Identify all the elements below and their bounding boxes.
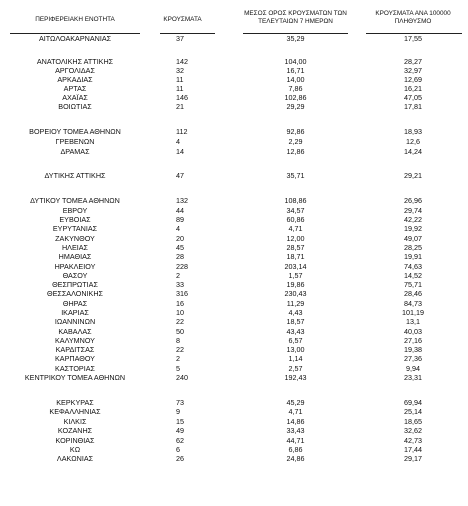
table-row (0, 354, 468, 363)
avg7-cell: 4,43 (288, 308, 303, 317)
cases-cell: 5 (176, 364, 180, 373)
region-cell: ΙΚΑΡΙΑΣ (61, 308, 89, 317)
cases-cell: 20 (176, 234, 184, 243)
header-per100k-line2: ΠΛΗΘΥΣΜΟ (394, 18, 432, 25)
avg7-cell: 12,00 (286, 234, 305, 243)
region-cell: ΘΑΣΟΥ (62, 271, 88, 280)
region-cell: ΕΥΒΟΙΑΣ (59, 215, 91, 224)
per100k-cell: 29,74 (404, 206, 422, 215)
cases-cell: 73 (176, 398, 184, 407)
region-cell: ΗΡΑΚΛΕΙΟΥ (54, 262, 96, 271)
table-row (0, 252, 468, 261)
avg7-cell: 18,71 (286, 252, 305, 261)
cases-cell: 28 (176, 252, 184, 261)
region-cell: ΚΙΛΚΙΣ (63, 417, 87, 426)
table-row (0, 417, 468, 426)
avg7-cell: 14,86 (286, 417, 305, 426)
avg7-cell: 104,00 (284, 57, 307, 66)
cases-cell: 2 (176, 354, 180, 363)
table-header (0, 0, 468, 36)
per100k-cell: 27,36 (404, 354, 422, 363)
per100k-cell: 26,96 (404, 196, 422, 205)
cases-cell: 11 (176, 84, 184, 93)
avg7-cell: 11,29 (286, 299, 305, 308)
per100k-cell: 42,22 (404, 215, 422, 224)
region-cell: ΘΕΣΣΑΛΟΝΙΚΗΣ (47, 289, 103, 298)
avg7-cell: 34,57 (286, 206, 305, 215)
cases-cell: 142 (176, 57, 188, 66)
per100k-cell: 28,46 (404, 289, 422, 298)
region-cell: ΑΡΓΟΛΙΔΑΣ (55, 66, 95, 75)
cases-cell: 62 (176, 436, 184, 445)
avg7-cell: 192,43 (284, 373, 307, 382)
cases-cell: 50 (176, 327, 184, 336)
header-region: ΠΕΡΙΦΕΡΕΙΑΚΗ ΕΝΟΤΗΤΑ (35, 16, 115, 23)
cases-cell: 33 (176, 280, 184, 289)
header-avg7-line1: ΜΕΣΟΣ ΟΡΟΣ ΚΡΟΥΣΜΑΤΩΝ ΤΩΝ (244, 10, 347, 17)
avg7-cell: 1,14 (288, 354, 303, 363)
cases-cell: 14 (176, 147, 184, 156)
cases-cell: 47 (176, 171, 184, 180)
cases-cell: 22 (176, 317, 184, 326)
region-cell: ΗΜΑΘΙΑΣ (58, 252, 92, 261)
cases-cell: 132 (176, 196, 188, 205)
region-cell: ΚΕΡΚΥΡΑΣ (56, 398, 94, 407)
avg7-cell: 18,57 (286, 317, 305, 326)
table-row (0, 224, 468, 233)
per100k-cell: 19,92 (404, 224, 422, 233)
region-cell: ΒΟΙΩΤΙΑΣ (58, 102, 92, 111)
region-cell: ΙΩΑΝΝΙΝΩΝ (54, 317, 96, 326)
region-cell: ΚΟΡΙΝΘΙΑΣ (55, 436, 95, 445)
cases-cell: 4 (176, 137, 180, 146)
cases-cell: 37 (176, 34, 184, 43)
region-cell: ΚΟΖΑΝΗΣ (57, 426, 93, 435)
table-row (0, 137, 468, 146)
table-row (0, 373, 468, 382)
per100k-cell: 14,52 (404, 271, 422, 280)
table-row (0, 289, 468, 298)
avg7-cell: 16,71 (286, 66, 305, 75)
per100k-cell: 47,05 (404, 93, 422, 102)
per100k-cell: 18,65 (404, 417, 422, 426)
table-row (0, 280, 468, 289)
cases-cell: 316 (176, 289, 188, 298)
table-row (0, 364, 468, 373)
cases-cell: 6 (176, 445, 180, 454)
table-row (0, 234, 468, 243)
avg7-cell: 35,29 (286, 34, 305, 43)
avg7-cell: 7,86 (288, 84, 303, 93)
per100k-cell: 40,03 (404, 327, 422, 336)
per100k-cell: 19,91 (404, 252, 422, 261)
table-row (0, 34, 468, 43)
avg7-cell: 2,57 (288, 364, 303, 373)
region-cell: ΚΕΦΑΛΛΗΝΙΑΣ (49, 407, 101, 416)
cases-cell: 15 (176, 417, 184, 426)
avg7-cell: 60,86 (286, 215, 305, 224)
table-row (0, 407, 468, 416)
cases-cell: 11 (176, 75, 184, 84)
table-row (0, 271, 468, 280)
cases-cell: 89 (176, 215, 184, 224)
region-cell: ΖΑΚΥΝΘΟΥ (55, 234, 95, 243)
table-row (0, 436, 468, 445)
table-row (0, 426, 468, 435)
avg7-cell: 4,71 (288, 224, 303, 233)
region-cell: ΕΥΡΥΤΑΝΙΑΣ (52, 224, 98, 233)
cases-cell: 240 (176, 373, 188, 382)
cases-cell: 146 (176, 93, 188, 102)
per100k-cell: 28,25 (404, 243, 422, 252)
table-row (0, 445, 468, 454)
header-cases: ΚΡΟΥΣΜΑΤΑ (163, 16, 202, 23)
per100k-cell: 101,19 (402, 308, 424, 317)
table-row (0, 454, 468, 463)
per100k-cell: 29,21 (404, 171, 422, 180)
region-cell: ΚΩ (69, 445, 81, 454)
avg7-cell: 14,00 (286, 75, 305, 84)
avg7-cell: 33,43 (286, 426, 305, 435)
cases-cell: 228 (176, 262, 188, 271)
table-row (0, 75, 468, 84)
header-avg7-line2: ΤΕΛΕΥΤΑΙΩΝ 7 ΗΜΕΡΩΝ (258, 18, 333, 25)
region-cell: ΓΡΕΒΕΝΩΝ (55, 137, 95, 146)
table-row (0, 308, 468, 317)
avg7-cell: 92,86 (286, 127, 305, 136)
avg7-cell: 6,57 (288, 336, 303, 345)
region-cell: ΕΒΡΟΥ (62, 206, 88, 215)
region-cell: ΔΥΤΙΚΗΣ ΑΤΤΙΚΗΣ (44, 171, 106, 180)
header-avg7 (233, 10, 358, 26)
per100k-cell: 27,16 (404, 336, 422, 345)
avg7-cell: 230,43 (284, 289, 307, 298)
region-cell: ΛΑΚΩΝΙΑΣ (56, 454, 94, 463)
region-cell: ΘΕΣΠΡΩΤΙΑΣ (52, 280, 98, 289)
region-cell: ΑΡΤΑΣ (63, 84, 87, 93)
per100k-cell: 19,38 (404, 345, 422, 354)
region-cell: ΔΥΤΙΚΟΥ ΤΟΜΕΑ ΑΘΗΝΩΝ (30, 196, 120, 205)
per100k-cell: 74,63 (404, 262, 422, 271)
per100k-cell: 75,71 (404, 280, 422, 289)
per100k-cell: 17,55 (404, 34, 422, 43)
region-cell: ΚΑΛΥΜΝΟΥ (55, 336, 95, 345)
cases-cell: 22 (176, 345, 184, 354)
avg7-cell: 203,14 (284, 262, 307, 271)
avg7-cell: 4,71 (288, 407, 303, 416)
cases-cell: 49 (176, 426, 184, 435)
cases-cell: 4 (176, 224, 180, 233)
region-cell: ΑΙΤΩΛΟΑΚΑΡΝΑΝΙΑΣ (38, 34, 112, 43)
avg7-cell: 19,86 (286, 280, 305, 289)
region-cell: ΚΑΡΠΑΘΟΥ (55, 354, 95, 363)
region-cell: ΒΟΡΕΙΟΥ ΤΟΜΕΑ ΑΘΗΝΩΝ (29, 127, 121, 136)
avg7-cell: 6,86 (288, 445, 303, 454)
cases-cell: 44 (176, 206, 184, 215)
per100k-cell: 9,94 (406, 364, 420, 373)
table-row (0, 171, 468, 180)
avg7-cell: 35,71 (286, 171, 305, 180)
avg7-cell: 45,29 (286, 398, 305, 407)
per100k-cell: 29,17 (404, 454, 422, 463)
per100k-cell: 14,24 (404, 147, 422, 156)
cases-cell: 16 (176, 299, 184, 308)
table-row (0, 93, 468, 102)
table-row (0, 206, 468, 215)
per100k-cell: 12,6 (406, 137, 420, 146)
table-row (0, 262, 468, 271)
region-cell: ΚΑΒΑΛΑΣ (58, 327, 92, 336)
region-cell: ΘΗΡΑΣ (62, 299, 88, 308)
region-cell: ΑΝΑΤΟΛΙΚΗΣ ΑΤΤΙΚΗΣ (36, 57, 114, 66)
cases-cell: 10 (176, 308, 184, 317)
per100k-cell: 17,81 (404, 102, 422, 111)
per100k-cell: 17,44 (404, 445, 422, 454)
table-row (0, 127, 468, 136)
avg7-cell: 1,57 (288, 271, 303, 280)
cases-cell: 45 (176, 243, 184, 252)
cases-cell: 8 (176, 336, 180, 345)
table-row (0, 84, 468, 93)
per100k-cell: 13,1 (406, 317, 420, 326)
region-cell: ΚΑΣΤΟΡΙΑΣ (55, 364, 95, 373)
cases-cell: 9 (176, 407, 180, 416)
per100k-cell: 32,97 (404, 66, 422, 75)
cases-cell: 21 (176, 102, 184, 111)
per100k-cell: 84,73 (404, 299, 422, 308)
per100k-cell: 12,69 (404, 75, 422, 84)
table-row (0, 57, 468, 66)
avg7-cell: 13,00 (286, 345, 305, 354)
table-row (0, 196, 468, 205)
per100k-cell: 18,93 (404, 127, 422, 136)
table-row (0, 327, 468, 336)
per100k-cell: 16,21 (404, 84, 422, 93)
avg7-cell: 43,43 (286, 327, 305, 336)
per100k-cell: 28,27 (404, 57, 422, 66)
avg7-cell: 2,29 (288, 137, 303, 146)
table-row (0, 398, 468, 407)
cases-cell: 2 (176, 271, 180, 280)
region-cell: ΔΡΑΜΑΣ (60, 147, 90, 156)
cases-cell: 112 (176, 127, 188, 136)
region-cell: ΚΑΡΔΙΤΣΑΣ (55, 345, 95, 354)
region-cell: ΑΡΚΑΔΙΑΣ (57, 75, 93, 84)
per100k-cell: 42,73 (404, 436, 422, 445)
table-row (0, 345, 468, 354)
region-cell: ΚΕΝΤΡΙΚΟΥ ΤΟΜΕΑ ΑΘΗΝΩΝ (24, 373, 126, 382)
per100k-cell: 32,62 (404, 426, 422, 435)
avg7-cell: 28,57 (286, 243, 305, 252)
avg7-cell: 29,29 (286, 102, 305, 111)
avg7-cell: 44,71 (286, 436, 305, 445)
avg7-cell: 108,86 (284, 196, 307, 205)
table-row (0, 336, 468, 345)
avg7-cell: 24,86 (286, 454, 305, 463)
table-row (0, 299, 468, 308)
table-row (0, 317, 468, 326)
per100k-cell: 23,31 (404, 373, 422, 382)
table-row (0, 66, 468, 75)
region-cell: ΗΛΕΙΑΣ (61, 243, 89, 252)
table-row (0, 102, 468, 111)
per100k-cell: 25,14 (404, 407, 422, 416)
avg7-cell: 102,86 (284, 93, 307, 102)
cases-cell: 32 (176, 66, 184, 75)
table-row (0, 147, 468, 156)
avg7-cell: 12,86 (286, 147, 305, 156)
per100k-cell: 69,94 (404, 398, 422, 407)
cases-cell: 26 (176, 454, 184, 463)
table-row (0, 243, 468, 252)
header-per100k (358, 10, 468, 26)
region-cell: ΑΧΑΪΑΣ (62, 93, 88, 102)
header-per100k-line1: ΚΡΟΥΣΜΑΤΑ ΑΝΑ 100000 (375, 10, 451, 17)
table-row (0, 215, 468, 224)
per100k-cell: 49,07 (404, 234, 422, 243)
